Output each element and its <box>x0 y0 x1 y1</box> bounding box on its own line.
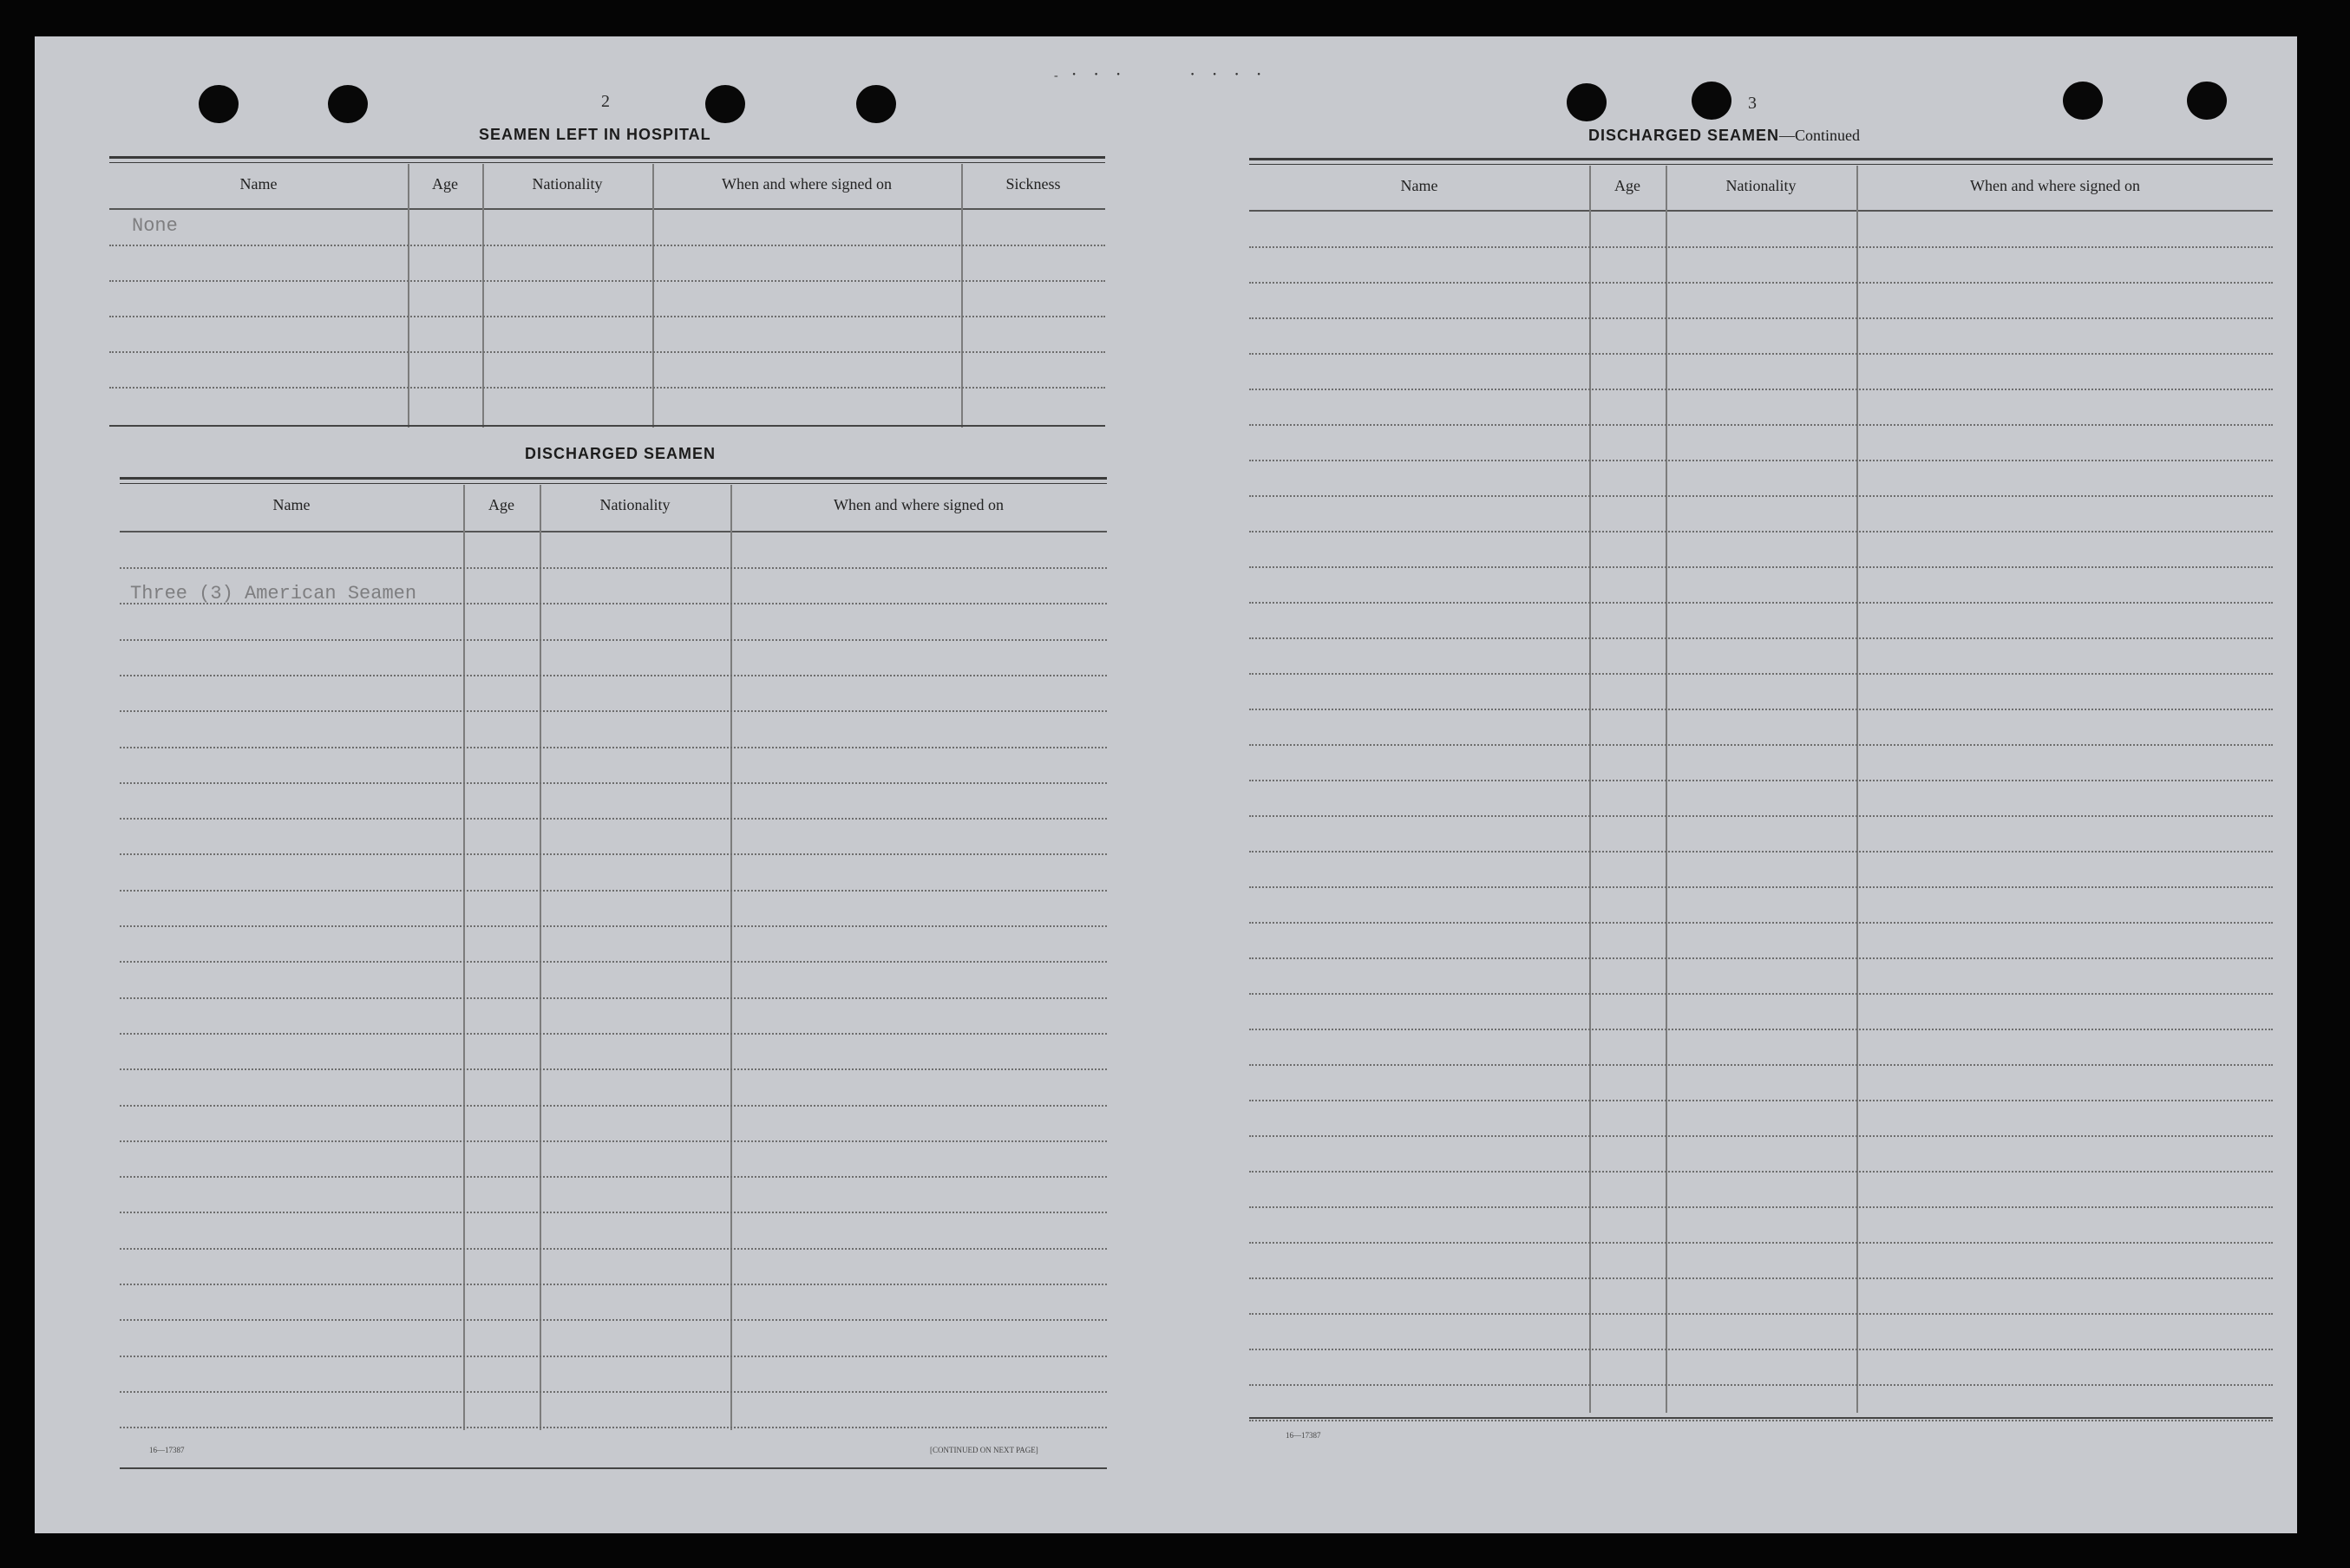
table-row <box>120 782 1107 784</box>
table-row <box>120 1427 1107 1428</box>
table-row <box>1249 957 2273 959</box>
table-row <box>1249 353 2273 355</box>
header-rule <box>1249 210 2273 212</box>
table-row <box>1249 460 2273 461</box>
form-number-right: 16—17387 <box>1286 1431 1321 1440</box>
table-row <box>1249 389 2273 390</box>
table-row <box>1249 1064 2273 1066</box>
punch-hole <box>2187 82 2227 120</box>
table-row <box>120 639 1107 641</box>
table-row <box>1249 566 2273 568</box>
table-row <box>1249 282 2273 284</box>
table-row <box>1249 637 2273 639</box>
table-row <box>1249 780 2273 781</box>
faint-marks: - ・ ・ ・ ・ ・ ・ ・ <box>1054 69 1269 82</box>
hospital-table <box>109 156 1105 460</box>
document-sheet <box>35 36 2297 1533</box>
punch-hole <box>199 85 239 123</box>
column-header-sickness: Sickness <box>1005 175 1061 193</box>
table-top-rule <box>120 483 1107 484</box>
discharged-entry: Three (3) American Seamen <box>130 583 417 604</box>
table-row <box>1249 1100 2273 1101</box>
table-top-rule <box>120 477 1107 480</box>
table-row <box>120 1140 1107 1142</box>
table-row <box>120 1033 1107 1035</box>
column-divider <box>540 485 541 1430</box>
table-row <box>1249 673 2273 675</box>
table-row <box>1249 1171 2273 1173</box>
punch-hole <box>2063 82 2103 120</box>
table-top-rule <box>1249 158 2273 160</box>
table-row <box>120 1068 1107 1070</box>
table-row <box>109 351 1105 353</box>
table-row <box>1249 709 2273 710</box>
table-row <box>120 1319 1107 1321</box>
table-row <box>1249 1206 2273 1208</box>
table-row <box>1249 1029 2273 1030</box>
table-row <box>120 603 1107 604</box>
discharged-continued-title-text: DISCHARGED SEAMEN <box>1588 127 1780 144</box>
column-divider <box>730 485 732 1430</box>
discharged-continued-title <box>1588 127 1860 145</box>
hospital-title: SEAMEN LEFT IN HOSPITAL <box>479 126 711 143</box>
punch-hole <box>1692 82 1731 120</box>
table-row <box>1249 1242 2273 1244</box>
form-number-left: 16—17387 <box>149 1446 185 1454</box>
table-row <box>109 245 1105 246</box>
page-number-left: 2 <box>601 92 610 111</box>
table-row <box>109 280 1105 282</box>
discharged-title: DISCHARGED SEAMEN <box>525 445 717 462</box>
column-header-signed-on: When and where signed on <box>1970 177 2140 194</box>
table-row <box>1249 851 2273 853</box>
column-header-age: Age <box>488 496 514 513</box>
continued-note: [CONTINUED ON NEXT PAGE] <box>930 1446 1038 1454</box>
column-header-nationality: Nationality <box>599 496 671 513</box>
table-row <box>1249 1420 2273 1421</box>
column-header-age: Age <box>1614 177 1640 194</box>
table-row <box>120 997 1107 999</box>
table-row <box>120 747 1107 748</box>
table-row <box>120 1284 1107 1285</box>
table-row <box>1249 1384 2273 1386</box>
table-row <box>120 1356 1107 1357</box>
table-row <box>1249 1349 2273 1350</box>
table-row <box>120 710 1107 712</box>
hospital-entry-none: None <box>132 215 178 237</box>
discharged-continued-table <box>1249 158 2273 1459</box>
table-row <box>1249 886 2273 888</box>
column-header-signed-on: When and where signed on <box>834 496 1004 513</box>
table-row <box>1249 246 2273 248</box>
punch-hole <box>1567 83 1607 121</box>
table-row <box>109 316 1105 317</box>
punch-hole <box>705 85 745 123</box>
table-top-rule <box>109 156 1105 159</box>
page-number-right: 3 <box>1748 94 1757 113</box>
table-row <box>120 961 1107 963</box>
table-row <box>120 1105 1107 1107</box>
table-row <box>1249 815 2273 817</box>
table-bottom-rule <box>120 1467 1107 1469</box>
punch-hole <box>328 85 368 123</box>
header-rule <box>109 208 1105 210</box>
header-rule <box>120 531 1107 532</box>
table-row <box>120 890 1107 892</box>
column-header-age: Age <box>432 175 458 193</box>
table-row <box>1249 424 2273 426</box>
column-header-signed-on: When and where signed on <box>722 175 892 193</box>
table-row <box>120 1391 1107 1393</box>
table-row <box>1249 531 2273 532</box>
continued-suffix: —Continued <box>1779 127 1861 144</box>
column-divider <box>463 485 465 1430</box>
table-row <box>1249 1135 2273 1137</box>
table-row <box>109 387 1105 389</box>
table-row <box>120 1248 1107 1250</box>
table-row <box>1249 495 2273 497</box>
table-bottom-rule <box>109 425 1105 427</box>
table-row <box>120 1212 1107 1213</box>
table-row <box>120 853 1107 855</box>
table-top-rule <box>109 162 1105 163</box>
table-row <box>120 675 1107 676</box>
column-header-name: Name <box>1400 177 1438 194</box>
table-row <box>120 567 1107 569</box>
punch-hole <box>856 85 896 123</box>
column-header-name: Name <box>272 496 311 513</box>
table-bottom-rule <box>1249 1417 2273 1419</box>
table-row <box>120 1176 1107 1178</box>
table-top-rule <box>1249 164 2273 165</box>
column-header-nationality: Nationality <box>1725 177 1797 194</box>
table-row <box>1249 744 2273 746</box>
table-row <box>1249 993 2273 995</box>
discharged-table <box>120 477 1107 1474</box>
column-header-name: Name <box>239 175 278 193</box>
table-row <box>1249 1313 2273 1315</box>
table-row <box>120 925 1107 927</box>
table-row <box>120 818 1107 820</box>
table-row <box>1249 317 2273 319</box>
column-header-nationality: Nationality <box>532 175 603 193</box>
table-row <box>1249 922 2273 924</box>
table-row <box>1249 1277 2273 1279</box>
table-row <box>1249 602 2273 604</box>
